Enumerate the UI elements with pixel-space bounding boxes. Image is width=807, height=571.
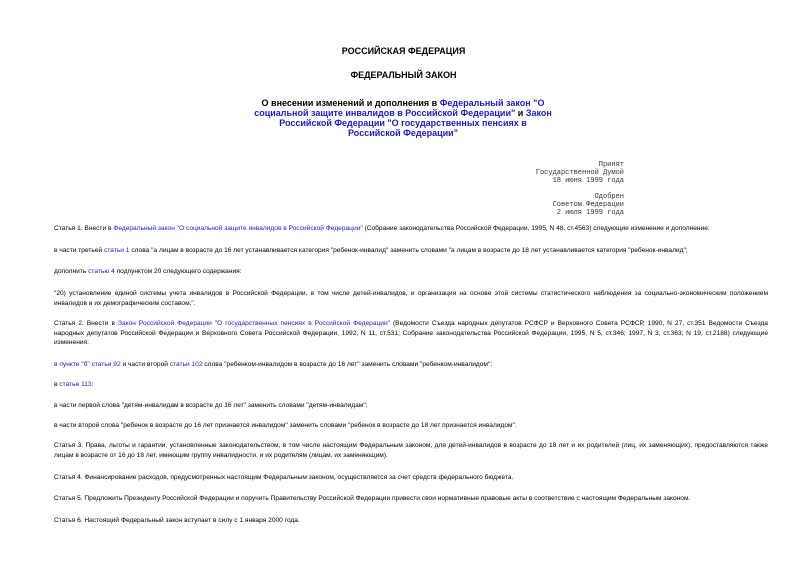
adoption-line-2: Государственной Думой — [535, 169, 624, 177]
article-2-item-2 — [54, 380, 768, 390]
law-title — [253, 98, 553, 138]
title-prefix: О внесении изменений и дополнения в — [261, 98, 438, 108]
item-text-a: дополнить — [54, 268, 87, 275]
adoption-line-1: Принят — [598, 161, 624, 169]
title-link-state-pensions[interactable]: Закон Российской Федерации "О государственных пенсиях в Российской Федерации" — [279, 108, 552, 138]
article-6: Статья 6. Настоящий Федеральный закон вступает в силу с 1 января 2000 года. — [54, 517, 300, 524]
item-text-b: слова "а лицам в возрасте до 16 лет устанавливается категория "ребенок-инвалид" заменить словами "а лицам в возрасте до 18 лет устанавливается категория "ребенок-инвалид"; — [131, 247, 688, 254]
article-2-item-4: в части второй слова "ребенок в возрасте до 16 лет признается инвалидом" заменить словами "ребенок в возрасте до 18 лет признается инвалидом". — [54, 422, 517, 429]
approval-line-2: Советом Федерации — [552, 201, 624, 209]
article-1 — [54, 224, 768, 234]
approval-block — [553, 193, 624, 217]
article-1-item-3: "20) установление единой системы учета инвалидов в Российской Федерации, в том числе детей-инвалидов, и организация на основе этой системы статистического наблюдения за социально-экономическим положением инвалидов и их демографическим составом.". — [54, 290, 768, 307]
article-1-item-2 — [54, 267, 768, 277]
article-1-intro: Статья 1. Внести в — [54, 225, 112, 232]
link-state-pensions-law[interactable]: Закон Российской Федерации "О государственных пенсиях в Российской Федерации" — [118, 320, 390, 327]
article-2-intro: Статья 2. Внести в — [54, 320, 115, 327]
link-article-1[interactable]: статьи 1 — [104, 247, 130, 254]
link-article-113[interactable]: статье 113 — [59, 381, 92, 388]
title-link-social-protection[interactable]: Федеральный закон "О социальной защите инвалидов в Российской Федерации" — [254, 98, 545, 118]
country-heading: РОССИЙСКАЯ ФЕДЕРАЦИЯ — [341, 46, 466, 56]
article-1-item-1 — [54, 246, 768, 256]
title-conjunction: и — [517, 108, 524, 118]
law-type-heading: ФЕДЕРАЛЬНЫЙ ЗАКОН — [350, 70, 457, 80]
article-4: Статья 4. Финансирование расходов, предусмотренных настоящим Федеральным законом, осуществляется за счет средств федерального бюджета. — [54, 474, 514, 481]
approval-line-1: Одобрен — [594, 193, 624, 201]
link-point-b[interactable]: в пункте "б" — [54, 361, 90, 368]
link-social-protection-law[interactable]: Федеральный закон "О социальной защите инвалидов в Российской Федерации" — [113, 225, 363, 232]
item-text-a: и части второй — [122, 361, 168, 368]
item-text-b: : — [91, 381, 94, 388]
article-2-rest: (Ведомости Съезда народных депутатов РСФСР и Верховного Совета РСФСР, 1990, N 27, ст.351 Ведомости Съезда народных депутатов Российской Федерации и Верховного Совета Российской Федерации, 1992, N 11, ст.531; Собрание законодательства Российской Федерации, 1995, N 5, ст.346; 1997, N 3, ст.363; N 19, ст.2188) следующие изменения: — [54, 320, 768, 346]
link-article-92[interactable]: статьи 92 — [91, 361, 121, 368]
item-text-b: слова "ребенком-инвалидом в возрасте до 16 лет" заменить словами "ребенком-инвалидом"; — [204, 361, 493, 368]
article-2-item-1 — [54, 360, 768, 370]
adoption-block — [536, 161, 624, 185]
item-text-b: подпунктом 20 следующего содержания: — [116, 268, 242, 275]
item-text-a: в части третьей — [54, 247, 103, 254]
article-2 — [54, 319, 768, 348]
link-article-4[interactable]: статью 4 — [88, 268, 115, 275]
article-3: Статья 3. Права, льготы и гарантии, установленные законодательством, в том числе настоящим Федеральным законом, для детей-инвалидов в возрасте до 18 лет и их родителей (лиц, их заменяющих), предоставляются также лицам в возрасте от 16 до 18 лет, имеющим группу инвалидности, и их родителям (лицам, их заменяющим). — [54, 442, 768, 459]
article-1-rest: (Собрание законодательства Российской Федерации, 1995, N 48, ст.4563) следующие изменение и дополнение: — [364, 225, 710, 232]
item-text-a: в — [54, 381, 58, 388]
approval-line-3: 2 июля 1999 года — [556, 209, 624, 217]
adoption-line-3: 18 июня 1999 года — [552, 177, 624, 185]
article-5: Статья 5. Предложить Президенту Российской Федерации и поручить Правительству Российской Федерации привести свои нормативные правовые акты в соответствие с настоящим Федеральным законом. — [54, 495, 691, 502]
link-article-102[interactable]: статьи 102 — [169, 361, 203, 368]
article-2-item-3: в части первой слова "детям-инвалидам в возрасте до 16 лет" заменить словами "детям-инвалидам"; — [54, 402, 368, 409]
